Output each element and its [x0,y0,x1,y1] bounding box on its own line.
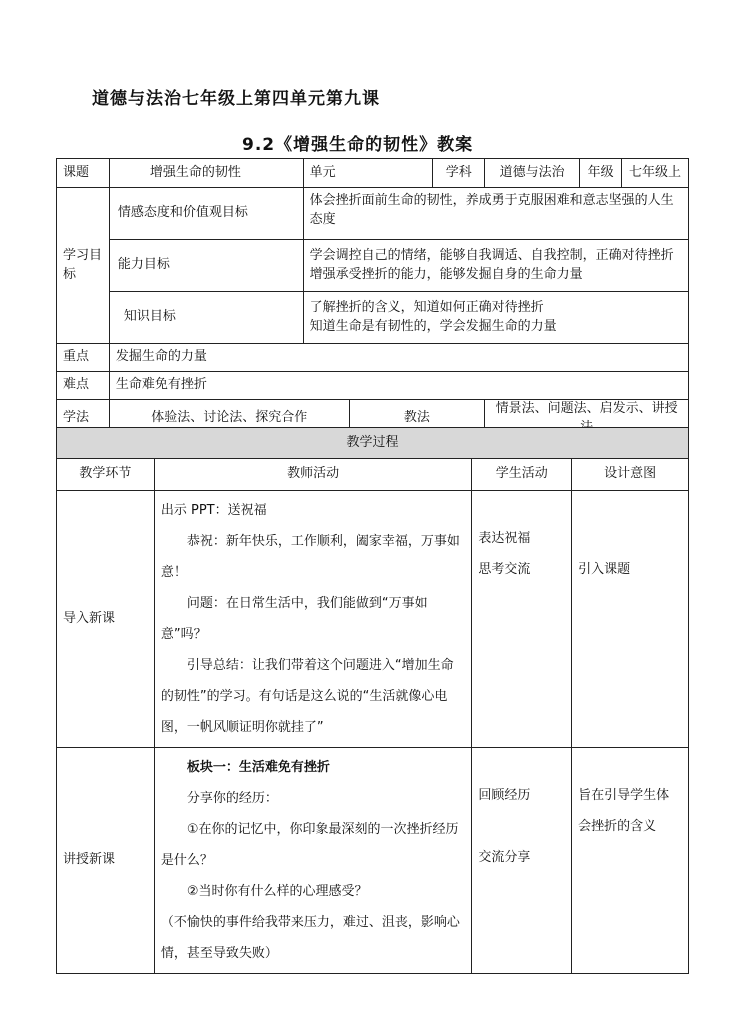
learn-method-label: 学法 [57,400,110,439]
document-subtitle: 9.2《增强生命的韧性》教案 [242,135,474,155]
goal-knowledge-line-1: 了解挫折的含义，知道如何正确对待挫折 [309,299,544,315]
teacher-activity-intro [154,491,471,748]
teacher-intro-line-3: 问题：在日常生活中，我们能做到“万事如意”吗？ [160,596,428,642]
document-title: 道德与法治七年级上第四单元第九课 [92,89,380,109]
goal-knowledge-line-2: 知道生命是有韧性的，学会发掘生命的力量 [309,318,557,334]
student-activity-intro [472,491,572,748]
lesson-header-table [56,158,689,439]
teaching-process-table [56,427,689,974]
keypoint-value: 发掘生命的力量 [109,344,688,372]
difficulty-value: 生命难免有挫折 [109,372,688,400]
design-intro-line-1: 引入课题 [578,562,631,577]
subject-value-cell: 道德与法治 [485,159,580,188]
goal-text-knowledge [303,292,688,344]
header-design: 设计意图 [572,459,689,491]
teacher-intro-line-1: 出示 PPT：送祝福 [160,503,267,518]
teacher-intro-line-4: 引导总结：让我们带着这个问题进入“增加生命的韧性”的学习。有句话是这么说的“生活就像心电图，一帆风顺证明你就挂了” [160,658,454,735]
teacher-lecture-line-3: ①在你的记忆中，你印象最深刻的一次挫折经历是什么？ [160,822,459,868]
goals-label: 学习目标 [57,188,110,344]
goal-name-ability: 能力目标 [109,240,303,292]
unit-label-cell: 单元 [303,159,433,188]
header-student: 学生活动 [472,459,572,491]
student-activity-lecture [472,748,572,974]
teacher-lecture-line-4: ②当时你有什么样的心理感受？ [186,884,368,899]
student-intro-line-2: 思考交流 [478,562,531,577]
goal-name-attitude: 情感态度和价值观目标 [109,188,303,240]
teacher-intro-line-2: 恭祝：新年快乐，工作顺利，阖家幸福，万事如意！ [160,534,460,580]
difficulty-label: 难点 [57,372,110,400]
goal-ability-line-1: 学会调控自己的情绪，能够自我调适、自我控制，正确对待挫折 [309,247,674,263]
header-teacher: 教师活动 [154,459,471,491]
student-intro-line-1: 表达祝福 [478,531,531,546]
teach-method-value: 情景法、问题法、启发示、讲授 [485,400,689,439]
teacher-lecture-line-1: 板块一：生活难免有挫折 [186,760,330,775]
teach-method-label: 教法 [349,400,485,439]
teacher-activity-lecture [154,748,471,974]
goal-name-knowledge: 知识目标 [109,292,303,344]
grade-value-cell: 七年级上 [622,159,689,188]
stage-name-lecture: 讲授新课 [57,748,155,974]
header-stage: 教学环节 [57,459,155,491]
goal-ability-line-2: 增强承受挫折的能力，能够发掘自身的生命力量 [309,266,583,282]
grade-label-cell: 年级 [580,159,622,188]
topic-label-cell: 课题 [57,159,110,188]
goal-text-ability [303,240,688,292]
subject-label-cell: 学科 [433,159,485,188]
design-lecture-line-1: 旨在引导学生体会挫折的含义 [578,788,670,834]
teacher-lecture-line-5: （不愉快的事件给我带来压力，难过、沮丧，影响心情，甚至导致失败） [160,915,460,961]
learn-method-value: 体验法、讨论法、探究合作 [109,400,349,439]
stage-name-intro: 导入新课 [57,491,155,748]
teacher-lecture-line-2: 分享你的经历： [186,791,278,806]
student-lecture-line-1: 回顾经历 [478,788,531,803]
student-lecture-line-2: 交流分享 [478,850,531,865]
topic-value-cell: 增强生命的韧性 [109,159,303,188]
design-intent-intro [572,491,689,748]
process-title: 教学过程 [57,428,689,459]
goal-text-attitude: 体会挫折面前生命的韧性，养成勇于克服困难和意志坚强的人生态度 [303,188,688,240]
design-intent-lecture [572,748,689,974]
keypoint-label: 重点 [57,344,110,372]
